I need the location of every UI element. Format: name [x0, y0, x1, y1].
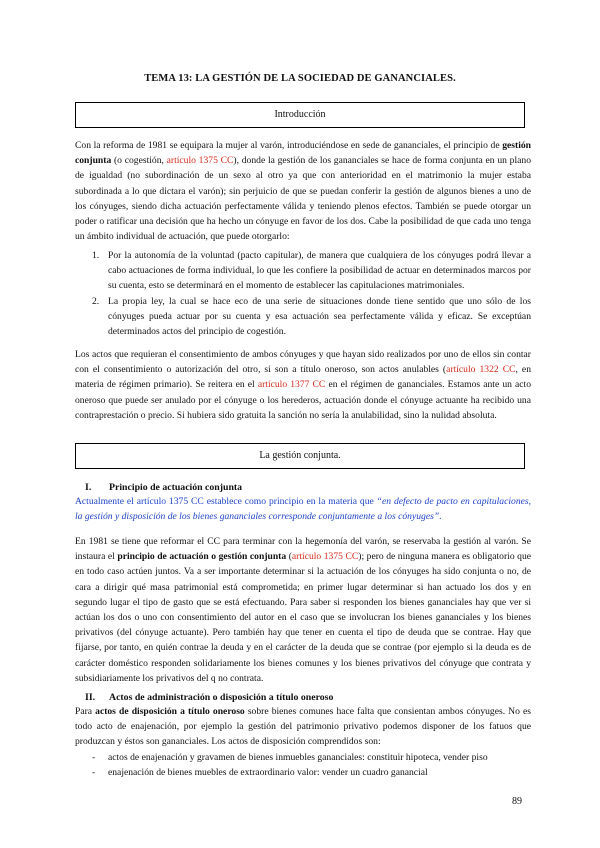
- article-ref-link[interactable]: artículo 1375 CC: [291, 551, 359, 563]
- intro-heading-box: Introducción: [75, 102, 525, 128]
- article-ref-link[interactable]: artículo 1375 CC: [166, 155, 234, 167]
- gestion-paragraph: En 1981 se tiene que reformar el CC para terminar con la hegemonía del varón, se reservaba la gestión al varón. Se instaura el principio de actuación o gestión conjunta (artículo 1375 CC); pero de ninguna manera es obligatorio que en todo caso actúen juntos. Va a ser importante determinar si la actuación de los cónyuges ha sido conjunta o no, de cara a dirigir qué masa patrimonial está comprometida; en primer lugar determinar si han actuado los dos y en segundo lugar el tipo de gasto que se está efectuando. Para saber si responden los bienes gananciales hay que ver si actúan los dos o uno con consentimiento del autor en el caso que se involucran los bienes gananciales y los bienes privativos (del cónyuge actuante). Pero también hay que tener en cuenta el tipo de deuda que se contrae. Hay que fijarse, por tanto, en quién contrae la deuda y en el carácter de la deuda que se contrae (por ejemplo si la deuda es de carácter doméstico responden solidariamente los bienes comunes y los bienes privativos del cónyuge que contrata y subsidiariamente los privativos del q no contrata.: [75, 536, 532, 684]
- list-item: 1. Por la autonomía de la voluntad (pacto capitular), de manera que cualquiera de los cónyuges podrá llevar a cabo actuaciones de forma individual, lo que les confiere la posibilidad de actuar en determinados marcos por su cuenta, esto se determinará en el momento de establecer las capitulaciones matrimoniales.: [92, 250, 531, 292]
- page-number: 89: [512, 796, 522, 807]
- gestion-heading-box: La gestión conjunta.: [75, 443, 525, 469]
- section-heading-2: II. Actos de administración o disposición a título oneroso: [85, 692, 334, 703]
- gestion-conjunta-bold: gestión conjunta: [75, 140, 531, 167]
- anulabilidad-paragraph: Los actos que requieran el consentimiento de ambos cónyuges y que hayan sido realizados por uno de ellos sin contar con el consentimiento o autorización del otro, si son a título oneroso, son actos anulables (artículo 1322 CC, en materia de régimen primario). Se reitera en el artículo 1377 CC en el régimen de gananciales. Estamos ante un acto oneroso que puede ser anulado por el cónyuge o los herederos, actuación donde el cónyuge actuante ha recibido una contraprestación o precio. Si hubiera sido gratuita la sanción no sería la anulabilidad, sino la nulidad absoluta.: [75, 349, 531, 421]
- disposicion-paragraph: Para actos de disposición a título oneroso sobre bienes comunes hace falta que consientan ambos cónyuges. No es todo acto de enajenación, por ejemplo la gestión del patrimonio privativo podemos disponer de los fatuos que produzcan y éstos son gananciales. Los actos de disposición comprendidos son:: [75, 706, 531, 748]
- disposicion-bold: actos de disposición a título oneroso: [95, 706, 245, 717]
- quote-italic: “en defecto de pacto en capitulaciones, la gestión y disposición de los bienes gananciales corresponde conjuntamente a los cónyuges”: [75, 496, 532, 523]
- disposicion-list: [75, 750, 531, 780]
- list-item: - actos de enajenación y gravamen de bienes inmuebles gananciales: constituir hipoteca, vender piso: [92, 752, 488, 763]
- list-item: 2. La propia ley, la cual se hace eco de una serie de situaciones donde tiene sentido que uno sólo de los cónyuges pueda actuar por su cuenta y esa actuación sea perfectamente válida y eficaz. Se exceptúan determinados actos del principio de cogestión.: [92, 295, 531, 338]
- quote-paragraph: Actualmente el artículo 1375 CC establece como principio en la materia que “en defecto de pacto en capitulaciones, la gestión y disposición de los bienes gananciales corresponde conjuntamente a los cónyuges”.: [75, 496, 532, 523]
- page-title: TEMA 13: LA GESTIÓN DE LA SOCIEDAD DE GANANCIALES.: [144, 73, 456, 84]
- intro-numbered-list: [75, 248, 531, 339]
- section-heading-1: I. Principio de actuación conjunta: [85, 482, 243, 493]
- article-ref-link[interactable]: artículo 1377 CC: [257, 379, 326, 391]
- principio-bold: principio de actuación o gestión conjunta: [117, 551, 287, 563]
- intro-paragraph: Con la reforma de 1981 se equipara la mujer al varón, introduciéndose en sede de gananciales, el principio de gestión conjunta (o cogestión, artículo 1375 CC), donde la gestión de los gananciales se hace de forma conjunta en un plano de igualdad (no subordinación de un sexo al otro ya que con anterioridad en el matrimonio la mujer estaba subordinada a lo que dictara el varón); sin perjuicio de que se puedan conferir la gestión de algunos bienes a uno de los cónyuges, siendo dicha actuación perfectamente válida y teniendo plenos efectos. También se puede otorgar un poder o ratificar una decisión que ha hecho un cónyuge en favor de los dos. Cabe la posibilidad de que cada uno tenga un ámbito individual de actuación, que puede otorgarlo:: [75, 140, 531, 243]
- list-item: - enajenación de bienes muebles de extraordinario valor: vender un cuadro ganancial: [92, 767, 428, 779]
- article-ref-link[interactable]: artículo 1322 CC: [446, 364, 516, 376]
